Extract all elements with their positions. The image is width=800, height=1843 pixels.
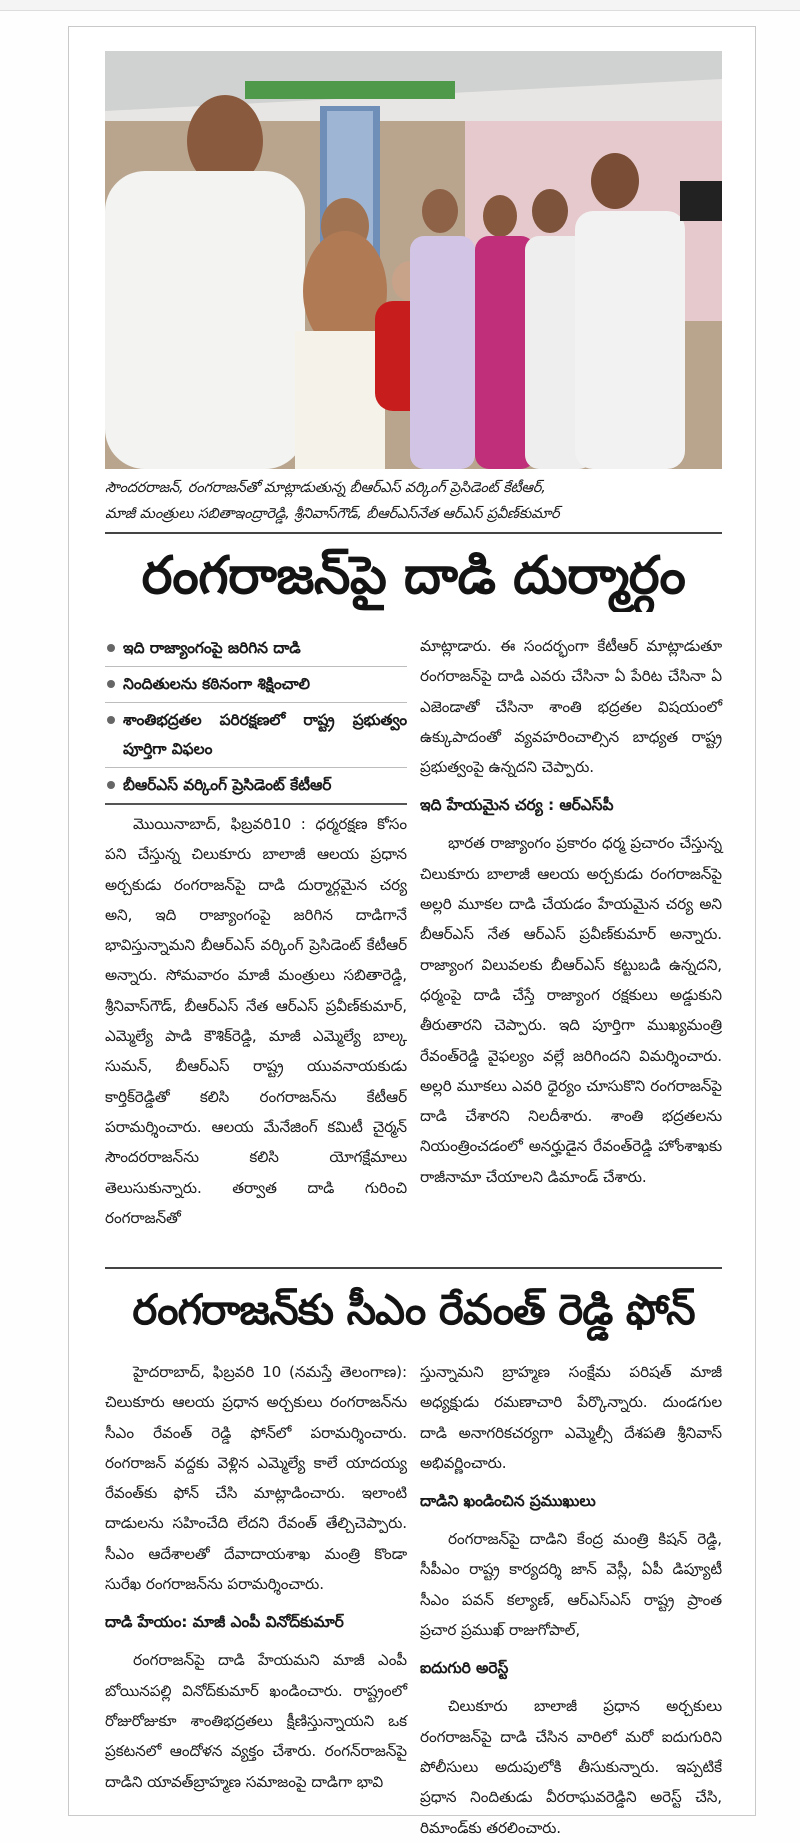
photo-caption [105,475,722,527]
bullet-dot-icon [107,680,115,688]
bullet-text: బీఆర్ఎస్ వర్కింగ్ ప్రెసిడెంట్ కేటీఆర్ [123,776,332,794]
bullet-text: నిందితులను కఠినంగా శిక్షించాలి [123,675,310,693]
bullet-item [105,768,407,805]
caption-line-1: సౌందరరాజన్, రంగరాజన్‌తో మాట్లాడుతున్న బీఆర్ఎస్ వర్కింగ్ ప్రెసిడెంట్ కేటీఆర్, [105,480,546,496]
article2-right-subhead1: దాడిని ఖండించిన ప్రముఖులు [420,1492,596,1511]
article2-left-subhead: దాడి హేయం: మాజీ ఎంపీ వినోద్‌కుమార్ [105,1613,344,1632]
article2-right-subhead2: ఐదుగురి అరెస్ట్ [420,1659,509,1678]
bullet-item [105,703,407,768]
article1-left-column [105,631,407,1233]
article2-right-column [420,1357,722,1843]
bullet-text: ఇది రాజ్యాంగంపై జరిగిన దాడి [123,639,301,657]
article1-right-para1: మాట్లాడారు. ఈ సందర్భంగా కేటీఆర్ మాట్లాడుతూ రంగరాజన్‌పై దాడి ఎవరు చేసినా ఏ పేరిట చేసినా ఏ ఎజెండాతో చేసినా శాంతి భద్రతల విషయంలో ఉక్కుపాదంతో వ్యవహరించాల్సిన బాధ్యత రాష్ట్ర ప్రభుత్వంపై ఉన్నదని చెప్పారు. [420,637,722,777]
article2-right-para2: రంగరాజన్‌పై దాడిని కేంద్ర మంత్రి కిషన్ రెడ్డి, సీపీఎం రాష్ట్ర కార్యదర్శి జాన్ వెస్లీ, ఏపీ డిప్యూటీ సీఎం పవన్ కల్యాణ్, ఆర్ఎస్ఎస్ రాష్ట్ర ప్రాంత ప్రచార ప్రముఖ్ రాజుగోపాల్, [420,1530,722,1640]
bullet-item [105,667,407,703]
article2-dateline: హైదరాబాద్, ఫిబ్రవరి 10 (నమస్తే తెలంగాణ): [133,1363,407,1381]
bullet-dot-icon [107,644,115,652]
caption-line-2: మాజీ మంత్రులు సబితాఇంద్రారెడ్డి, శ్రీనివాస్‌గౌడ్, బీఆర్ఎస్‌నేత ఆర్ఎస్ ప్రవీణ్‌కుమార్ [105,506,560,522]
newspaper-clipping [68,26,756,1837]
article2-right-para1: స్తున్నామని బ్రాహ్మణ సంక్షేమ పరిషత్ మాజీ అధ్యక్షుడు రమణాచారి పేర్కొన్నారు. దుండగుల దాడి అనాగరికచర్యగా ఎమ్మెల్సీ దేశపతి శ్రీనివాస్ అభివర్ణించారు. [420,1363,722,1472]
article2-left-para1 [105,1357,407,1599]
article1-left-text: ధర్మరక్షణ కోసం పని చేస్తున్న చిలుకూరు బాలాజీ ఆలయ ప్రధాన అర్చకుడు రంగరాజన్‌పై దాడి దుర్మార్గమైన చర్య అని, ఇది రాజ్యాంగంపై జరిగిన దాడిగానే భావిస్తున్నామని బీఆర్ఎస్ వర్కింగ్ ప్రెసిడెంట్ కేటీఆర్ అన్నారు. సోమవారం మాజీ మంత్రులు సబితారెడ్డి, శ్రీనివాస్‌గౌడ్, బీఆర్ఎస్ నేత ఆర్ఎస్ ప్రవీణ్‌కుమార్, ఎమ్మెల్యే పాడి కౌశిక్‌రెడ్డి, మాజీ ఎమ్మెల్యే బాల్క సుమన్, బీఆర్ఎస్ రాష్ట్ర యువనాయకుడు కార్తిక్‌రెడ్డితో కలిసి రంగరాజన్‌ను కేటీఆర్ పరామర్శించారు. ఆలయ మేనేజింగ్ కమిటీ చైర్మన్ సౌందరరాజన్‌ను కలిసి యోగక్షేమాలు తెలుసుకున్నారు. తర్వాత దాడి గురించి రంగరాజన్‌తో [105,815,407,1227]
article2-left-para2: రంగరాజన్‌పై దాడి హేయమని మాజీ ఎంపీ బోయినపల్లి వినోద్‌కుమార్ ఖండించారు. రాష్ట్రంలో రోజురోజుకూ శాంతిభద్రతలు క్షీణిస్తున్నాయని ఒక ప్రకటనలో ఆందోళన వ్యక్తం చేశారు. రంగన్‌రాజన్‌పై దాడిని యావత్‌బ్రాహ్మణ సమాజంపై దాడిగా భావి [105,1651,407,1791]
bullet-item [105,631,407,667]
photo-illustration [105,51,722,469]
article1-headline: రంగరాజన్‌పై దాడి దుర్మార్గం [141,546,686,606]
article2-left-column [105,1357,407,1797]
article-photo [105,51,722,469]
article2-headline: రంగరాజన్‌కు సీఎం రేవంత్ రెడ్డి ఫోన్ [132,1285,695,1334]
article2-right-para3: చిలుకూరు బాలాజీ ప్రధాన అర్చకులు రంగరాజన్‌పై దాడి చేసిన వారిలో మరో ఐదుగురిని పోలీసులు అదుపులోకి తీసుకున్నారు. ఇప్పటికే ప్రధాన నిందితుడు వీరరాఘవరెడ్డిని అరెస్ట్ చేసి, రిమాండ్‌కు తరలించారు. [420,1697,722,1837]
divider [105,1267,722,1269]
article1-dateline: మొయినాబాద్, ఫిబ్రవరి10 : [133,815,306,833]
bullet-text: శాంతిభద్రతల పరిరక్షణలో రాష్ట్ర ప్రభుత్వం పూర్తిగా విఫలం [123,711,407,758]
article1-body-left [105,809,407,1233]
article1-right-para2: భారత రాజ్యాంగం ప్రకారం ధర్మ ప్రచారం చేస్తున్న చిలుకూరు బాలాజీ ఆలయ అర్చకుడు రంగరాజన్‌పై అల్లరి మూకల దాడి చేయడం హేయమైన చర్య అని బీఆర్ఎస్ నేత ఆర్ఎస్ ప్రవీణ్‌కుమార్ అన్నారు. రాజ్యాంగ విలువలకు బీఆర్ఎస్ కట్టుబడి ఉన్నదని, ధర్మంపై దాడి చేస్తే రాజ్యాంగ రక్షకులు అడ్డుకుని తీరుతారని చెప్పారు. ఇది పూర్తిగా ముఖ్యమంత్రి రేవంత్‌రెడ్డి వైఫల్యం వల్లే జరిగిందని విమర్శించారు. అల్లరి మూకలు ఎవరి ధైర్యం చూసుకొని రంగరాజన్‌పై దాడి చేశారని నిలదీశారు. శాంతి భద్రతలను నియంత్రించడంలో అనర్హుడైన రేవంత్‌రెడ్డి హోంశాఖకు రాజీనామా చేయాలని డిమాండ్ చేశారు. [420,834,722,1186]
divider [105,532,722,534]
bullet-dot-icon [107,716,115,724]
article2-left-text: చిలుకూరు ఆలయ ప్రధాన అర్చకులు రంగరాజన్‌ను సీఎం రేవంత్ రెడ్డి ఫోన్‌లో పరామర్శించారు. రంగరాజన్ వద్దకు వెళ్లిన ఎమ్మెల్యే కాలే యాదయ్య రేవంత్‌కు ఫోన్ చేసి మాట్లాడించారు. ఇలాంటి దాడులను సహించేది లేదని రేవంత్ తేల్చిచెప్పారు. సీఎం ఆదేశాలతో దేవాదాయశాఖ మంత్రి కొండా సురేఖ రంగరాజన్‌ను పరామర్శించారు. [105,1393,407,1594]
article1-right-column [420,631,722,1192]
article1-subhead: ఇది హేయమైన చర్య : ఆర్ఎస్‌పీ [420,796,614,815]
bullet-dot-icon [107,781,115,789]
top-strip [0,0,800,11]
article1-bullets [105,631,407,805]
